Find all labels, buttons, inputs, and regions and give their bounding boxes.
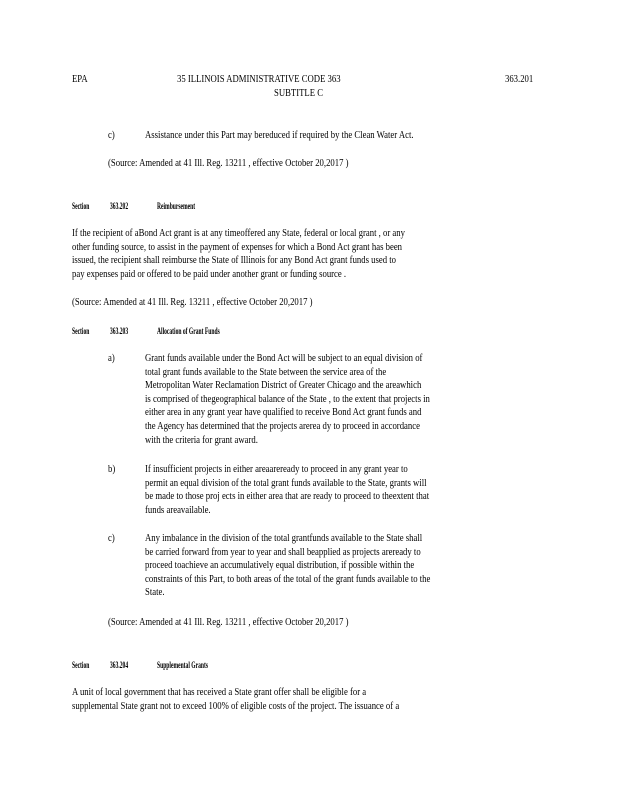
section-number: 363.204 xyxy=(110,660,129,670)
item-line: be carried forward from year to year and shall beapplied as projects areready to xyxy=(145,546,421,558)
item-line: Metropolitan Water Reclamation District of Greater Chicago and the areawhich xyxy=(145,380,422,392)
source-note: (Source: Amended at 41 Ill. Reg. 13211 , effective October 20,2017 ) xyxy=(72,297,313,308)
section-body xyxy=(72,686,471,713)
item-text xyxy=(145,532,493,600)
source-note: (Source: Amended at 41 Ill. Reg. 13211 , effective October 20,2017 ) xyxy=(108,617,349,628)
item-line: proceed toachieve an accumulatively equal distribution, if possible within the xyxy=(145,560,415,572)
section-title: Allocation of Grant Funds xyxy=(157,326,220,336)
item-line: permit an equal division of the total grant funds available to the State, grants will xyxy=(145,477,427,489)
section-number: 363.202 xyxy=(110,201,129,211)
item-line: be made to those proj ects in either area that are ready to proceed to theextent that xyxy=(145,491,430,503)
item-line: If insufficient projects in either areaareready to proceed in any grant year to xyxy=(145,464,408,475)
source-note: (Source: Amended at 41 Ill. Reg. 13211 , effective October 20,2017 ) xyxy=(108,158,349,169)
item-line: total grant funds available to the State between the service area of the xyxy=(145,366,387,378)
item-line: the Agency has determined that the projects arerea dy to proceed in accordance xyxy=(145,420,420,432)
item-text: Assistance under this Part may bereduced if required by the Clean Water Act. xyxy=(145,130,414,141)
body-line: supplemental State grant not to exceed 100% of eligible costs of the project. The issuance of a xyxy=(72,700,400,712)
item-text xyxy=(145,352,492,447)
header-section-number: 363.201 xyxy=(505,74,534,85)
item-line: State. xyxy=(145,587,165,599)
section-body xyxy=(72,227,478,281)
item-text xyxy=(145,463,492,517)
section-word: Section xyxy=(72,326,90,336)
body-line: pay expenses paid or offered to be paid under another grant or funding source . xyxy=(72,268,347,280)
item-label: c) xyxy=(108,130,115,141)
item-line: Grant funds available under the Bond Act will be subject to an equal division of xyxy=(145,353,423,364)
item-line: Any imbalance in the division of the total grantfunds available to the State shall xyxy=(145,533,423,544)
body-line: other funding source, to assist in the payment of expenses for which a Bond Act grant has been xyxy=(72,241,403,253)
item-label: b) xyxy=(108,464,116,475)
section-title: Reimbursement xyxy=(157,201,196,211)
item-line: funds areavailable. xyxy=(145,504,211,516)
section-title: Supplemental Grants xyxy=(157,660,209,670)
body-line: A unit of local government that has received a State grant offer shall be eligible for a xyxy=(72,687,367,698)
item-line: with the criteria for grant award. xyxy=(145,434,258,446)
header-subtitle: SUBTITLE C xyxy=(274,88,323,99)
section-word: Section xyxy=(72,201,90,211)
item-line: constraints of this Part, to both areas of the total of the grant funds available to the xyxy=(145,573,431,585)
header-agency: EPA xyxy=(72,74,88,85)
item-label: a) xyxy=(108,353,115,364)
item-line: is comprised of thegeographical balance of the State , to the extent that projects in xyxy=(145,393,430,405)
body-line: If the recipient of aBond Act grant is at any timeoffered any State, federal or local grant , or any xyxy=(72,228,405,239)
section-word: Section xyxy=(72,660,90,670)
header-title: 35 ILLINOIS ADMINISTRATIVE CODE 363 xyxy=(177,74,341,85)
item-label: c) xyxy=(108,533,115,544)
body-line: issued, the recipient shall reimburse the State of Illinois for any Bond Act grant funds used to xyxy=(72,255,397,267)
section-number: 363.203 xyxy=(110,326,129,336)
item-line: either area in any grant year have qualified to receive Bond Act grant funds and xyxy=(145,407,422,419)
